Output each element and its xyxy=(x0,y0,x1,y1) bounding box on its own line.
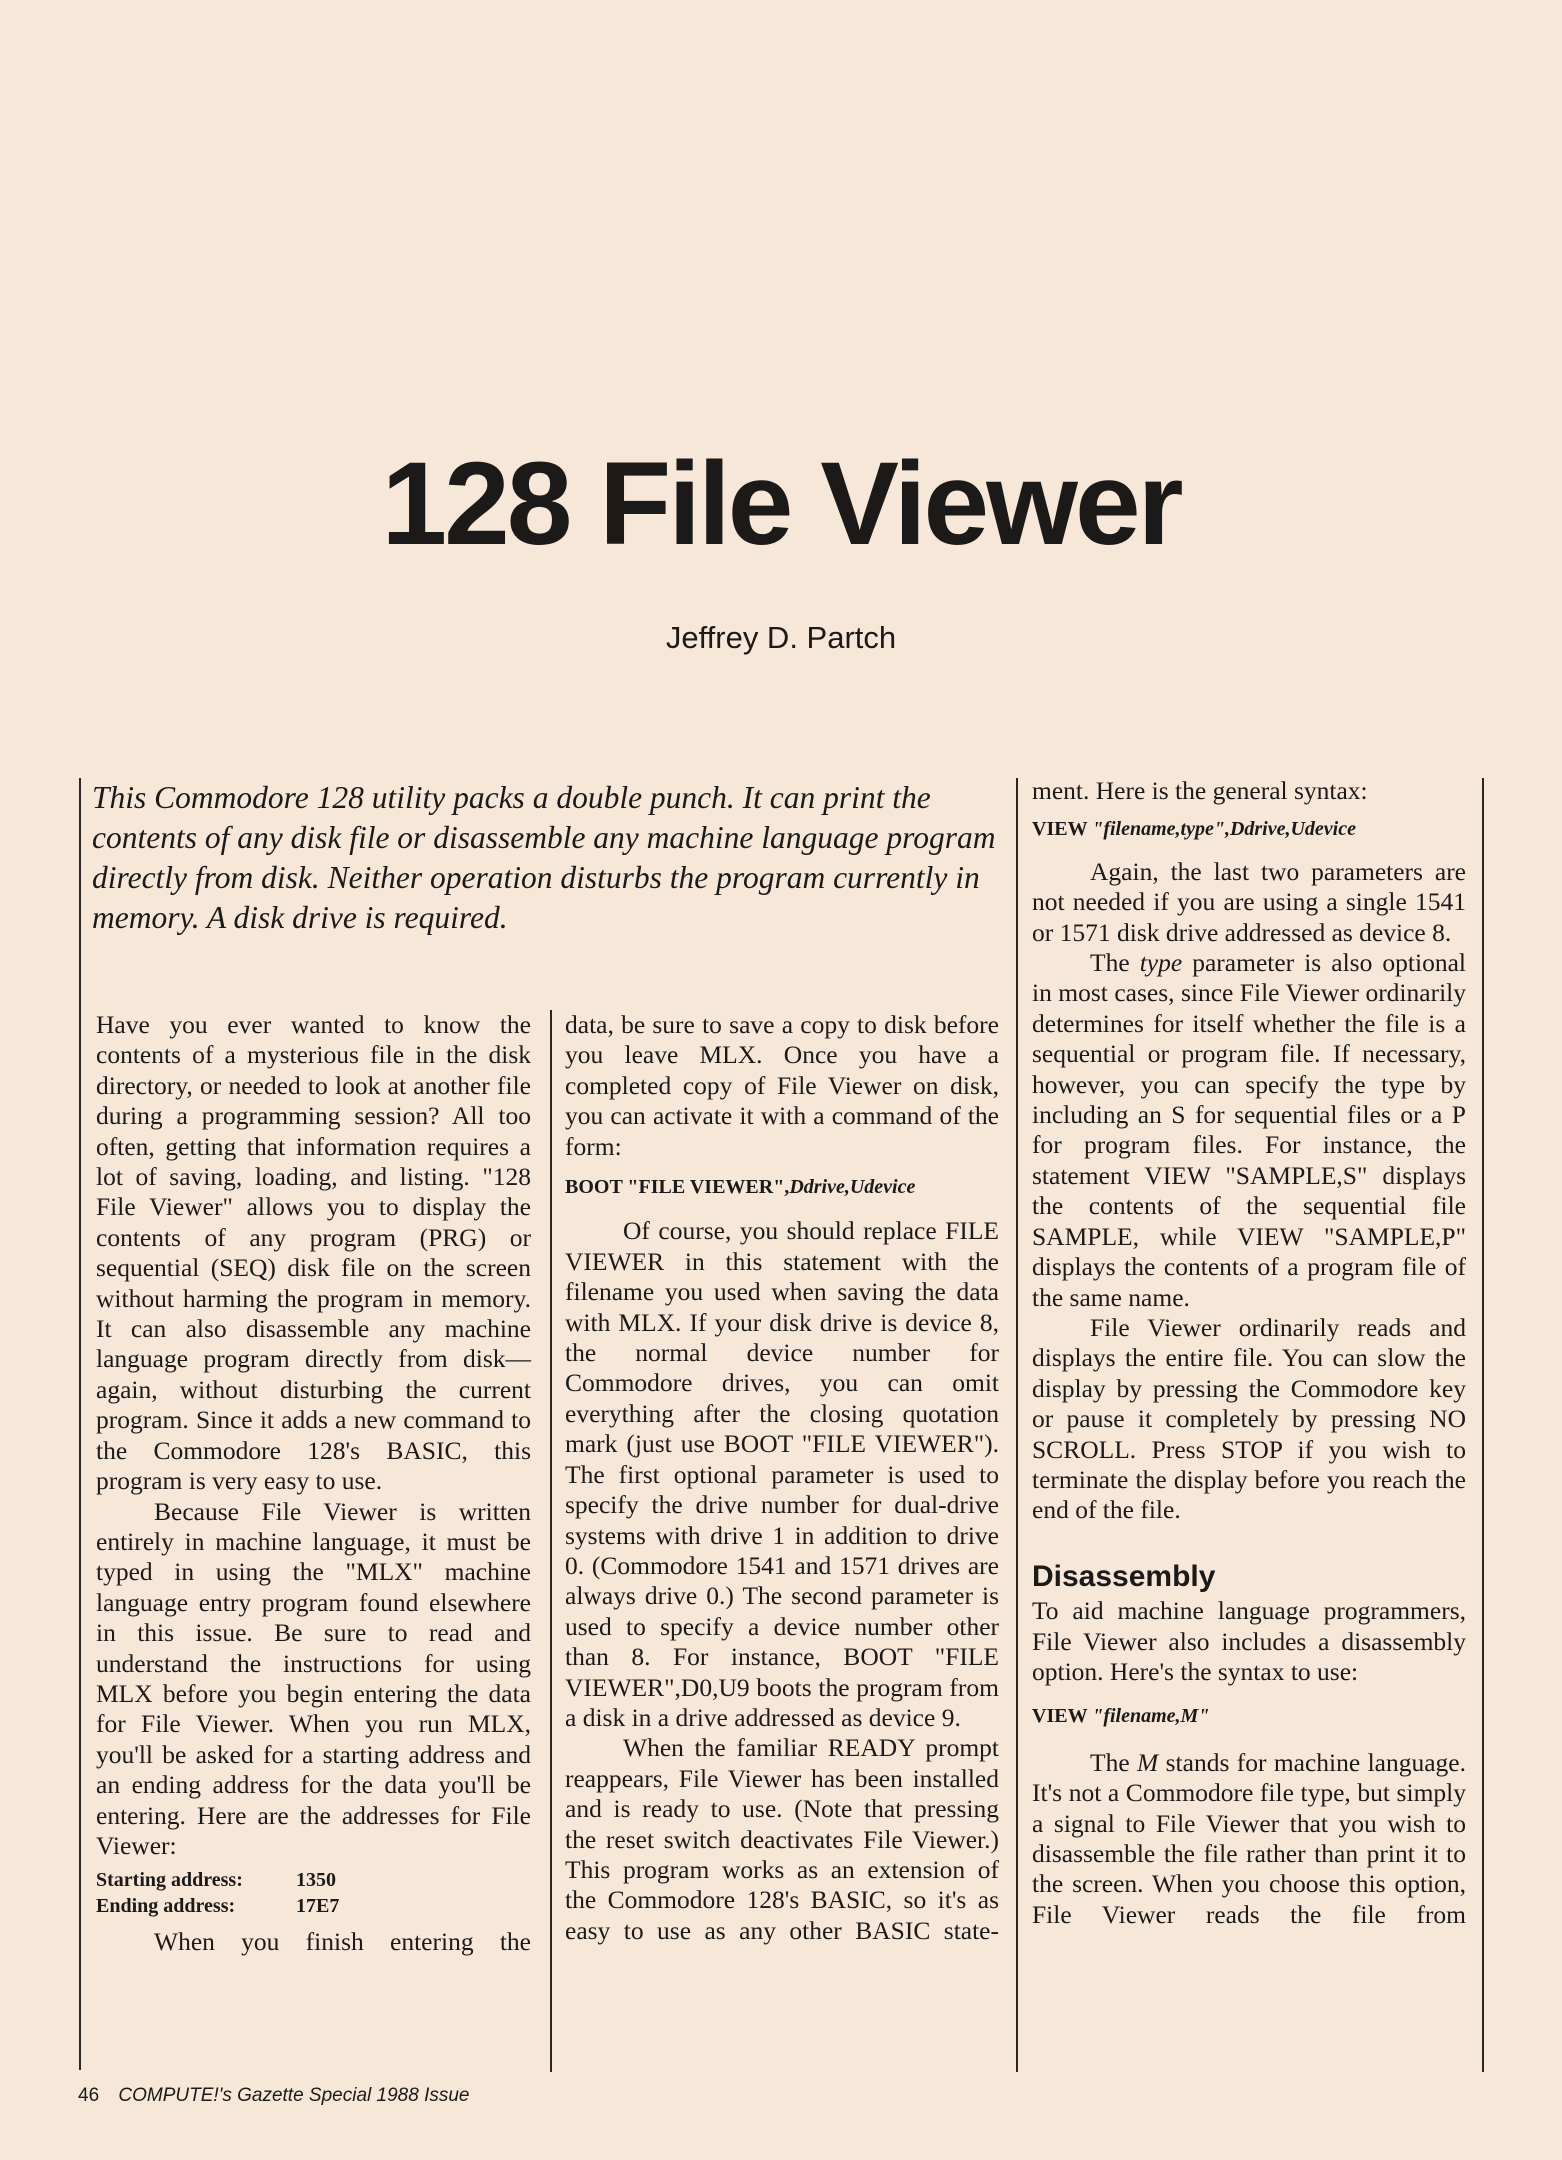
start-address-label: Starting address: xyxy=(96,1869,243,1892)
paragraph: Because File Viewer is written entirely in machine language, it must be typed in using the "MLX" machine language entry program found elsewhere in this issue. Be sure to read and understand the instructions for using MLX before you begin entering the data for File Viewer. When you run MLX, you'll be asked for a starting address and an ending address for the data you'll be entering. Here are the addresses for File Viewer: xyxy=(96,1496,531,1860)
publication-name: COMPUTE!'s Gazette Special 1988 Issue xyxy=(118,2085,470,2106)
view-syntax: VIEW "filename,type",Ddrive,Udevice xyxy=(1032,818,1356,841)
paragraph: When you finish entering the xyxy=(154,1927,531,1957)
column-1 xyxy=(96,1010,531,1958)
paragraph: ment. Here is the general syntax: xyxy=(1032,776,1368,805)
start-address-value: 1350 xyxy=(296,1869,336,1892)
page-footer xyxy=(78,2085,469,2107)
paragraph: Have you ever wanted to know the contents of a mysterious file in the disk directory, or needed to look at another file during a programming session? All too often, getting that information requires a lot of saving, loading, and listing. "128 File Viewer" allows you to display the contents of any program (PRG) or sequential (SEQ) disk file on the screen without harming the program in memory. It can also disassemble any machine language program directly from disk—again, without disturbing the current program. Since it adds a new command to the Commodore 128's BASIC, this program is very easy to use. xyxy=(96,1010,531,1496)
paragraph: When the familiar READY prompt reappears, File Viewer has been installed and is ready to use. (Note that pressing the reset switch deactivates File Viewer.) This program works as an extension of the Commodore 128's BASIC, so it's as easy to use as any other BASIC state- xyxy=(565,1733,999,1945)
column-rule-2 xyxy=(1016,778,1018,2072)
paragraph: To aid machine language programmers, File Viewer also includes a disassembly option. Here's the syntax to use: xyxy=(1032,1596,1466,1686)
paragraph: The type parameter is also optional in most cases, since File Viewer ordinarily determines for itself whether the file is a sequential or program file. If necessary, however, you can specify the type by including an S for sequential files or a P for program files. For instance, the statement VIEW "SAMPLE,S" displays the contents of the sequential file SAMPLE, while VIEW "SAMPLE,P" displays the contents of a program file of the same name. xyxy=(1032,948,1466,1312)
paragraph: Of course, you should replace FILE VIEWER in this statement with the filename you used when saving the data with MLX. If your disk drive is device 8, the normal device number for Commodore drives, you can omit everything after the closing quotation mark (just use BOOT "FILE VIEWER"). The first optional parameter is used to specify the drive number for dual-drive systems with drive 1 in addition to drive 0. (Commodore 1541 and 1571 drives are always drive 0.) The second parameter is used to specify a device number other than 8. For instance, BOOT "FILE VIEWER",D0,U9 boots the program from a disk in a drive addressed as device 9. xyxy=(565,1216,999,1732)
column-2 xyxy=(565,1010,999,1946)
boot-syntax: BOOT "FILE VIEWER",Ddrive,Udevice xyxy=(565,1176,916,1199)
paragraph: File Viewer ordinarily reads and displays the entire file. You can slow the display by pressing the Commodore key or pause it completely by pressing NO SCROLL. Press STOP if you wish to terminate the display before you reach the end of the file. xyxy=(1032,1312,1466,1525)
paragraph: data, be sure to save a copy to disk before you leave MLX. Once you have a completed copy of File Viewer on disk, you can activate it with a command of the form: xyxy=(565,1010,999,1161)
left-margin-rule xyxy=(79,778,81,2070)
article-title: 128 File Viewer xyxy=(381,438,1181,570)
page-number: 46 xyxy=(78,2085,100,2106)
paragraph: The M stands for machine language. It's not a Commodore file type, but simply a signal to File Viewer that you wish to disassemble the file rather than print it to the screen. When you choose this option, File Viewer reads the file from xyxy=(1032,1747,1466,1929)
article-author: Jeffrey D. Partch xyxy=(665,620,897,655)
intro-deck: This Commodore 128 utility packs a double punch. It can print the contents of any disk file or disassemble any machine language program directly from disk. Neither operation disturbs the program currently in memory. A disk drive is required. xyxy=(92,780,996,935)
disassembly-syntax: VIEW "filename,M" xyxy=(1032,1705,1210,1728)
end-address-value: 17E7 xyxy=(296,1895,340,1918)
section-heading: Disassembly xyxy=(1032,1559,1216,1593)
right-margin-rule xyxy=(1482,778,1484,2072)
column-rule-1 xyxy=(550,1010,552,2072)
address-block xyxy=(96,1867,531,1919)
end-address-label: Ending address: xyxy=(96,1895,236,1918)
paragraph: Again, the last two parameters are not needed if you are using a single 1541 or 1571 disk drive addressed as device 8. xyxy=(1032,856,1466,947)
column-3 xyxy=(1032,776,1466,1930)
